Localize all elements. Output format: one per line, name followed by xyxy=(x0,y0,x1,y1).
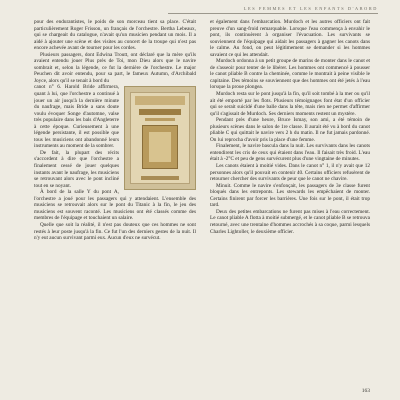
sheet-music-illustration xyxy=(124,86,196,190)
left-paragraph-2 xyxy=(34,52,196,85)
right-column xyxy=(210,19,370,381)
left-paragraph-4: À bord de la salle Y du pont A, l'orchestre a joué pour les passagers qui y attendaient. L'ensemble des musiciens se retrouvait alors sur le pont du Titanic à la fin, le jeu des musiciens est souvent raconté. Les musiciens ont été classés comme des membres de l'équipage et touchaient un salaire. xyxy=(34,189,196,222)
right-paragraph-6: Les canots étaient à moitié vides. Dans le canot n° 1, il n'y avait que 12 personnes alors qu'il pouvait en contenir 40. Certains officiers refusèrent de retourner chercher des survivants de peur que le canot ne chavire. xyxy=(210,163,370,183)
right-paragraph-3: Murdoch resta sur le pont jusqu'à la fin, qu'il soit tombé à la mer ou qu'il ait été emporté par les flots. Plusieurs témoignages font état d'un officier qui se serait suicidé d'une balle dans la tête, mais rien ne permet d'affirmer qu'il s'agissait de Murdoch. Ses derniers moments restent un mystère. xyxy=(210,91,370,117)
right-paragraph-5: Finalement, le navire bascula dans la nuit. Les survivants dans les canots entendirent les cris de ceux qui étaient dans l'eau. Il faisait très froid. L'eau était à -2°C et peu de gens survécurent plus d'une vingtaine de minutes. xyxy=(210,143,370,163)
page-number: 163 xyxy=(361,388,370,394)
left-paragraph-2-continued: canot n° 6. Harold Bride affirmera, quant à lui, que l'orchestre a continué à jouer un air jusqu'à la dernière minute du naufrage, mais Bride a sans doute voulu évoquer Songe d'automne, valse très populaire dans les bals d'Angleterre à cette époque. Curieusement à une légende persistante, il est possible que tous les musiciens ont abandonné leurs instruments au moment de la sombrer. xyxy=(34,84,119,150)
right-paragraph-7: Minuit. Comme le navire s'enfonçait, les passagers de 3e classe furent bloqués dans les entreponts. Les stewards les empêchaient de monter. Certains finirent par forcer les barrières. Une fois sur le pont, il était trop tard. xyxy=(210,182,370,209)
right-paragraph-8: Deux des petites embarcations ne furent pas mises à l'eau correctement. Le canot pliable A flotta à moitié submergé, et le canot pliable B se retrouva retourné, avec une trentaine d'hommes accrochés à sa coque, parmi lesquels Charles Lightoller, le deuxième officier. xyxy=(210,208,370,235)
right-paragraph-4: Pendant près d'une heure, Bruce Ismay, son ami, a été témoin de plusieurs scènes dans le salon de 1re classe. Il aurait été vu à bord du canot pliable C qui quittait le navire vers 2 h du matin. Il ne fut jamais pardonné. On lui reprocha d'avoir pris la place d'une femme. xyxy=(210,117,370,143)
left-paragraph-1: pour des endurantistes, le poids de son morceau tient sa place. C'était particulièrement Roger Frisson, un français de l'orchestre. Bertha Lebeaux, qui se chargeait du catalogue, n'avait qu'un musicien pendant un mois. Il a aidé à ajouter une scène et des visites au concert de la troupe qui n'est pas encore achevée avant de tourner pour les cordes. xyxy=(34,19,196,52)
left-paragraph-2-text: Plusieurs passagers, dont Edwina Troutt, ont déclaré que la mère qu'ils avaient entendu jouer Plus près de Toi, mon Dieu alors que le navire sombrait et, selon la légende, ce fut la dernière de l'orchestre. Le major Peuchen dit avoir entendu, pour sa part, le fameux Autumn, d'Archibald Joyce, alors qu'il se tenait à bord du xyxy=(34,51,196,84)
header-rule xyxy=(168,13,378,14)
right-paragraph-1: et également dans l'embarcation. Murdoch et les autres officiers ont fait preuve d'un sang-froid remarquable. Lorsque l'eau commença à envahir le pont, ils continuèrent à organiser l'évacuation. Les survivants se souviennent de l'équipage qui aidait les passagers à gagner les canots dans le calme. Au fond, on peut légitimement se demander si les hommes savaient ce qui les attendait. xyxy=(210,19,370,58)
right-paragraph-2: Murdoch ordonna à un petit groupe de marins de monter dans le canot et de s'asseoir pour tenter de le libérer. Les hommes ont commencé à pousser le canot pliable B contre la cheminée, comme le montrait à peine visible le capitaine. Des témoins se souviennent que des hommes ont été jetés à l'eau lorsque la proue plongea. xyxy=(210,58,370,91)
running-head: LES FEMMES ET LES ENFANTS D'ABORD xyxy=(243,6,378,11)
left-paragraph-5: Quelle que soit la réalité, il n'est pas douteux que ces hommes ne sont restés à leur poste jusqu'à la fin. Ce fut l'un des derniers gestes de la nuit. Il n'y eut aucun survivant parmi eux. Aucun d'eux ne survécut. xyxy=(34,221,196,242)
left-column xyxy=(34,19,196,381)
left-paragraph-3: De fait, la plupart des récits s'accordent à dire que l'orchestre a finalement cessé de jouer quelques instants avant le naufrage, les musiciens se retrouvant alors avec le pont incliné tout en se noyant. xyxy=(34,149,119,189)
